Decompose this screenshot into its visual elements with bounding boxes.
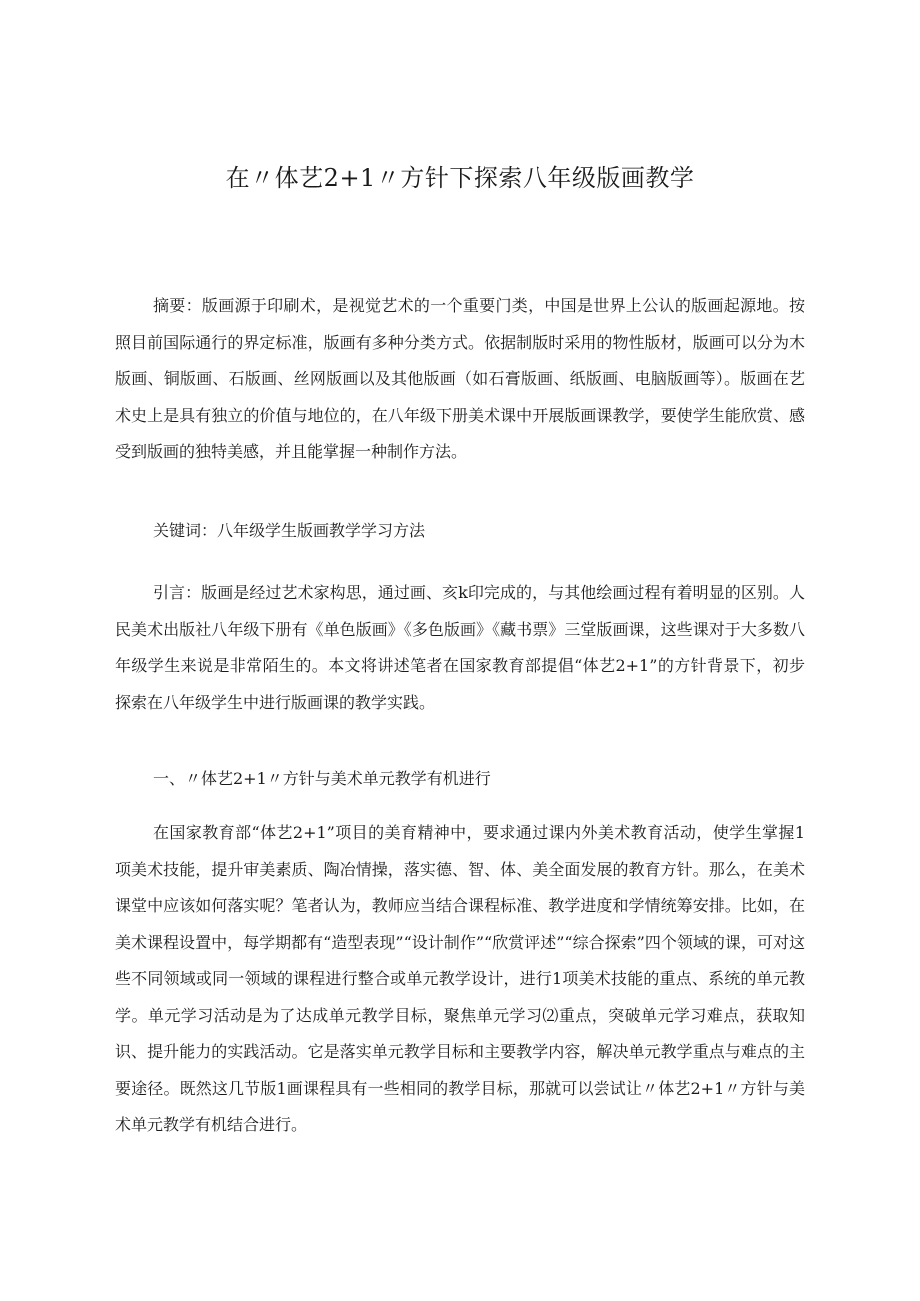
abstract-paragraph: 摘要：版画源于印刷术，是视觉艺术的一个重要门类，中国是世界上公认的版画起源地。按照目前国际通行的界定标准，版画有多种分类方式。依据制版时采用的物性版材，版画可以分为木版画、铜版画、石版画、丝网版画以及其他版画（如石膏版画、纸版画、电脑版画等）。版画在艺术史上是具有独立的价值与地位的，在八年级下册美术课中开展版画课教学，要使学生能欣赏、感受到版画的独特美感，并且能掌握一种制作方法。: [115, 296, 805, 461]
section-one-body: 在国家教育部“体艺2+1”项目的美育精神中，要求通过课内外美术教育活动，使学生掌握1项美术技能，提升审美素质、陶冶情操，落实德、智、体、美全面发展的教育方针。那么，在美术课堂中应该如何落实呢？笔者认为，教师应当结合课程标准、教学进度和学情统筹安排。比如，在美术课程设置中，每学期都有“造型表现”“设计制作”“欣赏评述”“综合探索”四个领域的课，可对这些不同领域或同一领域的课程进行整合或单元教学设计，进行1项美术技能的重点、系统的单元教学。单元学习活动是为了达成单元教学目标，聚焦单元学习⑵重点，突破单元学习难点，获取知识、提升能力的实践活动。它是落实单元教学目标和主要教学内容，解决单元教学重点与难点的主要途径。既然这几节版1画课程具有一些相同的教学目标，那就可以尝试让〃体艺2+1〃方针与美术单元教学有机结合进行。: [115, 823, 805, 1134]
keywords-paragraph: 关键词：八年级学生版画教学学习方法: [153, 521, 426, 540]
document-title: 在〃体艺2+1〃方针下探索八年级版画教学: [225, 164, 695, 192]
intro-paragraph: 引言：版画是经过艺术家构思，通过画、亥k印完成的，与其他绘画过程有着明显的区别。人民美术出版社八年级下册有《单色版画》《多色版画》《藏书票》三堂版画课，这些课对于大多数八年级学生来说是非常陌生的。本文将讲述笔者在国家教育部提倡“体艺2+1”的方针背景下，初步探索在八年级学生中进行版画课的教学实践。: [115, 583, 805, 712]
section-one-heading: 一、〃体艺2+1〃方针与美术单元教学有机进行: [153, 769, 491, 788]
